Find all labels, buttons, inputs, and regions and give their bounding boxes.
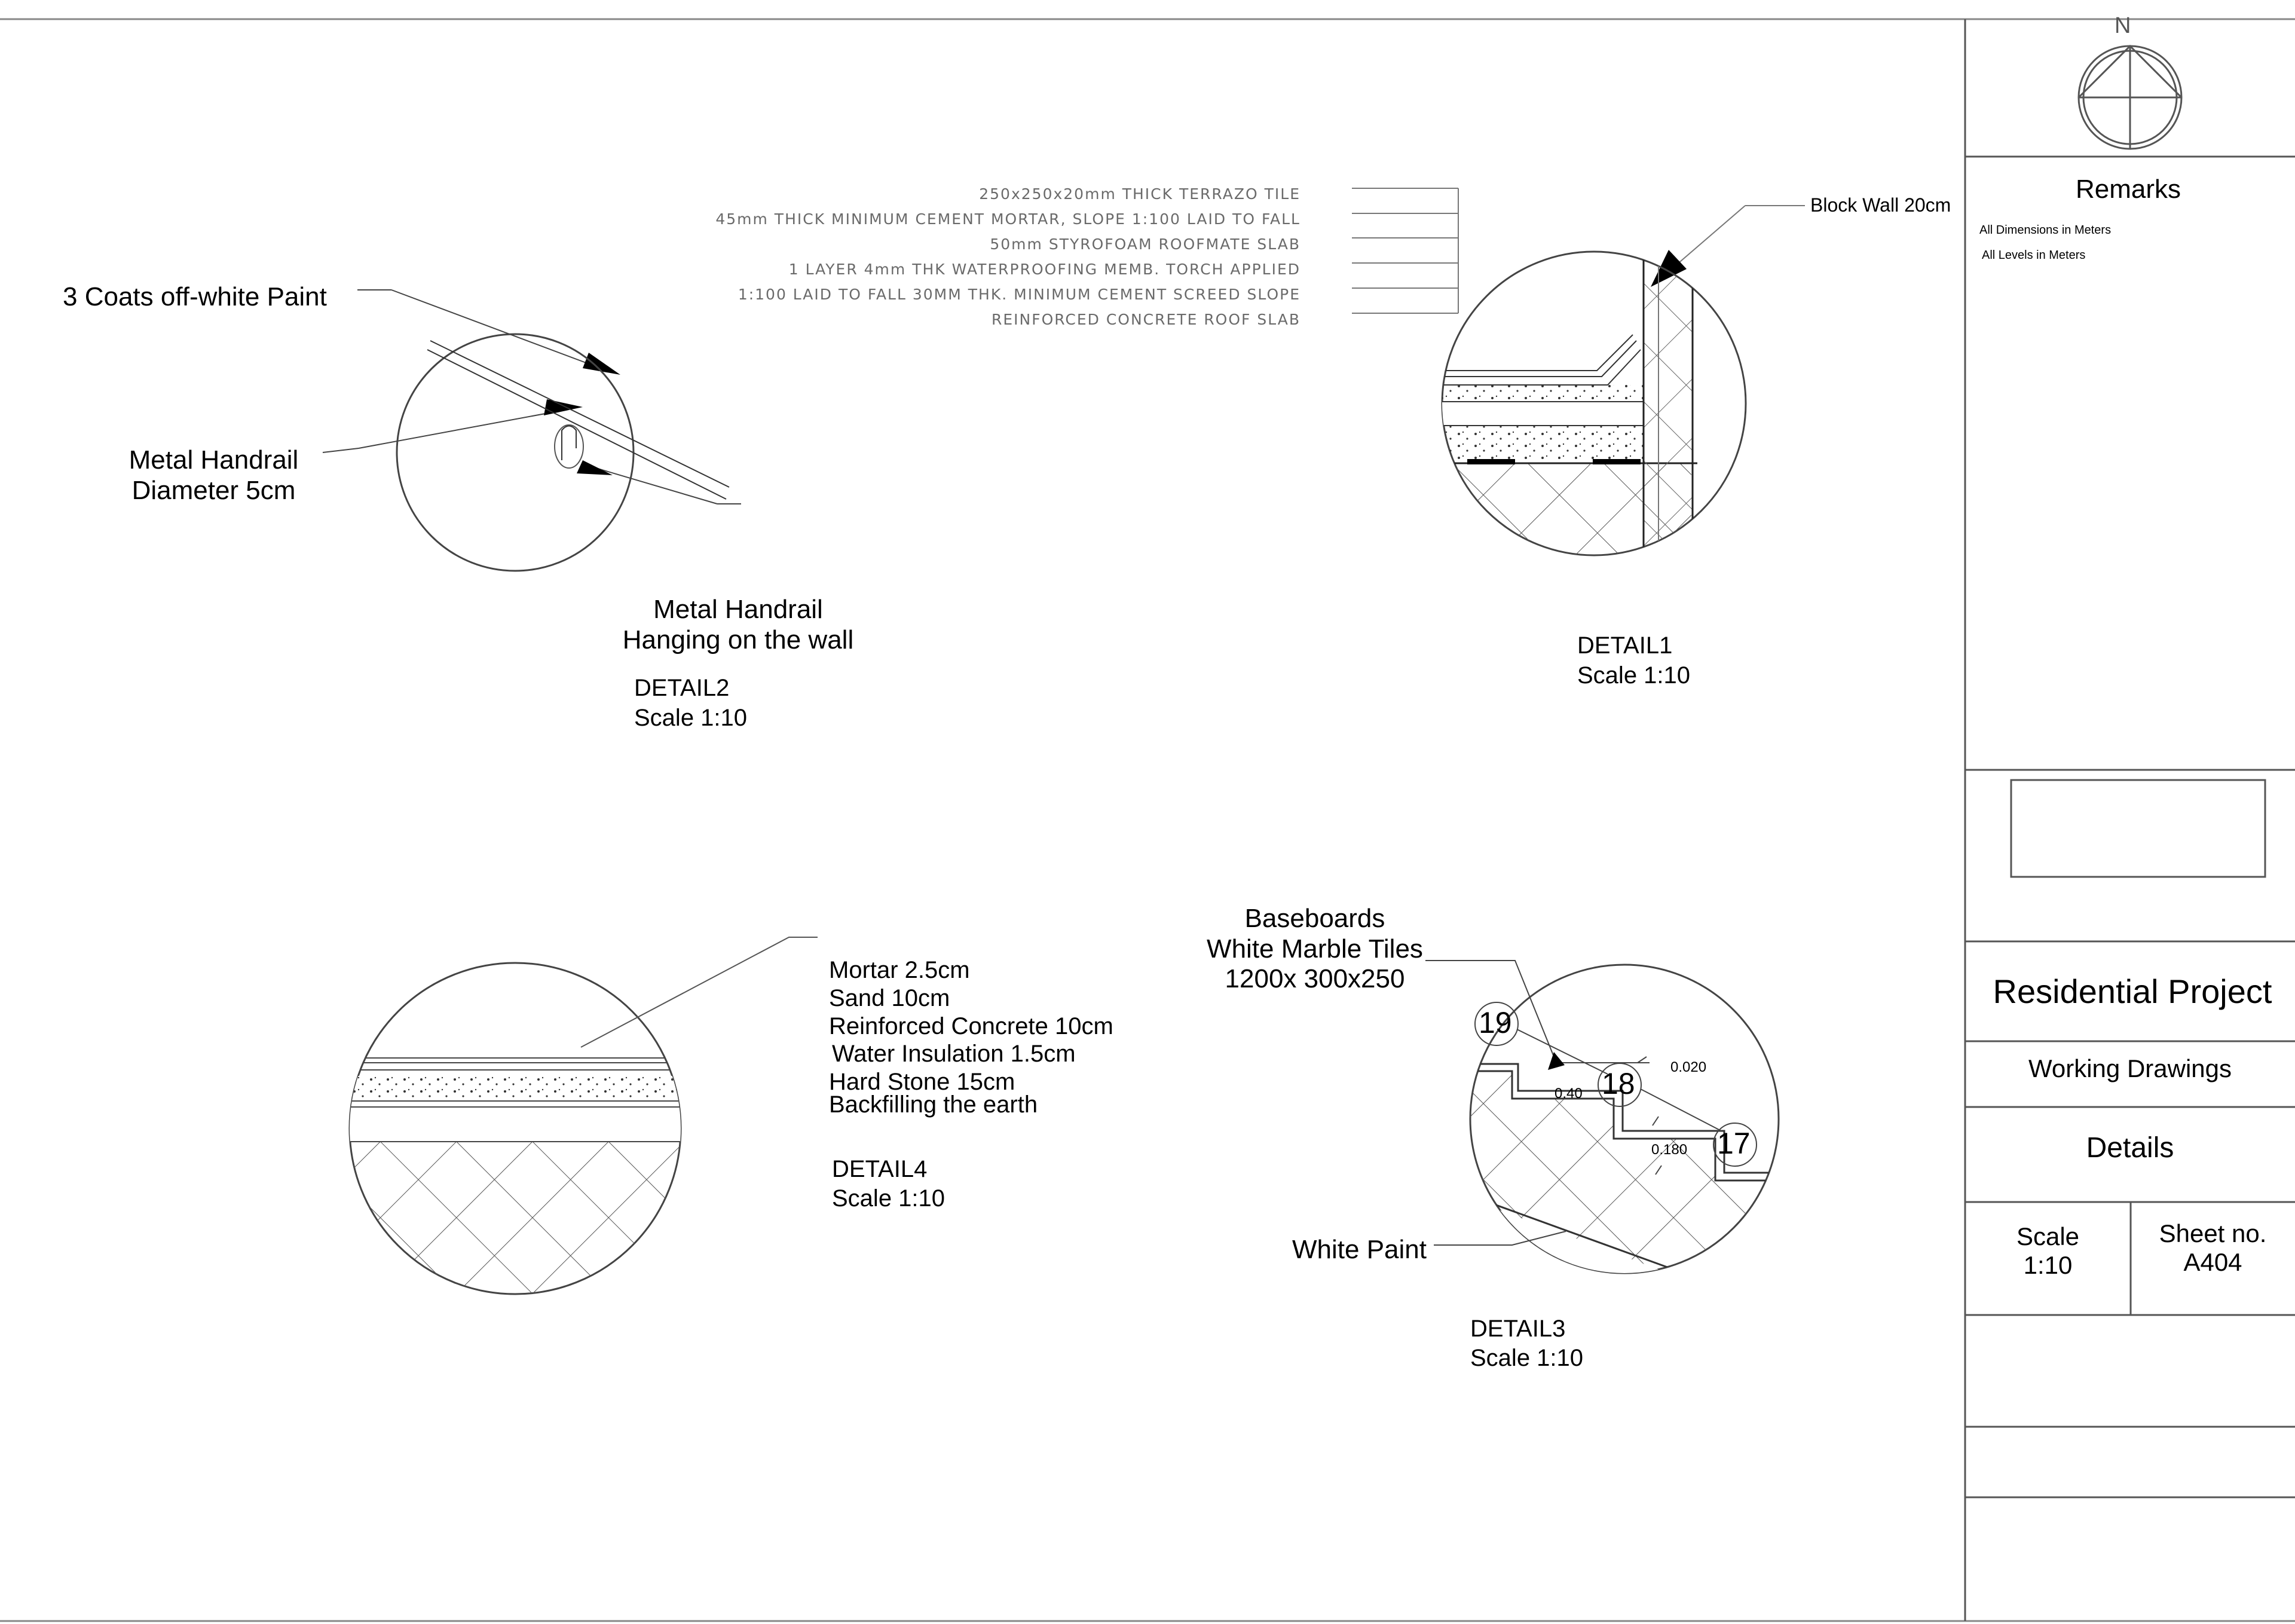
detail1-section	[1434, 239, 1746, 565]
detail3-baseboard-arrow	[1548, 1052, 1565, 1070]
sheet-cell	[2131, 1219, 2295, 1277]
detail2-caption-line2: Hanging on the wall	[622, 625, 854, 655]
detail2-scale: Scale 1:10	[634, 705, 748, 731]
detail3-dim-tread: 0.40	[1555, 1085, 1583, 1102]
detail2-handrail-label	[96, 445, 332, 506]
detail2-caption	[598, 595, 879, 655]
detail1-title: DETAIL1	[1577, 632, 1673, 659]
remark-dimensions: All Dimensions in Meters	[1979, 224, 2112, 237]
detail2-wall-arrow	[577, 460, 613, 475]
drawing-title: Details	[2086, 1132, 2174, 1164]
detail4-title: DETAIL4	[832, 1156, 928, 1182]
detail1-spec-2: 45mm THICK MINIMUM CEMENT MORTAR, SLOPE 1:100 LAID TO FALL	[715, 210, 1300, 228]
sheet-border	[0, 19, 2295, 1621]
scale-value: 1:10	[2023, 1251, 2073, 1280]
detail3-step-17: 17	[1717, 1127, 1751, 1160]
sheet-label: Sheet no.	[2159, 1219, 2267, 1247]
detail3-scale: Scale 1:10	[1470, 1345, 1584, 1371]
drawing-stage: Working Drawings	[2028, 1054, 2232, 1082]
detail1-spec-3: 50mm STYROFOAM ROOFMATE SLAB	[990, 236, 1300, 253]
detail4-layer-5: Hard Stone 15cm	[829, 1069, 1015, 1095]
detail3-dim-top: 0.020	[1670, 1059, 1707, 1075]
detail4-layer-4: Water Insulation 1.5cm	[832, 1041, 1076, 1067]
scale-cell	[1965, 1222, 2131, 1280]
detail4-layer-3: Reinforced Concrete 10cm	[829, 1013, 1113, 1039]
detail3-paint-label: White Paint	[1292, 1235, 1427, 1264]
detail1-spec-4: 1 LAYER 4mm THK WATERPROOFING MEMB. TORCH APPLIED	[788, 261, 1300, 278]
north-arrow-icon	[2079, 46, 2181, 149]
detail4-scale: Scale 1:10	[832, 1185, 945, 1212]
detail3-heading-line2: White Marble Tiles	[1207, 934, 1423, 964]
detail2-handrail-line2: Diameter 5cm	[131, 475, 296, 505]
detail2-section	[397, 334, 729, 571]
detail3-heading-line3: 1200x 300x250	[1225, 964, 1405, 994]
detail3-heading	[1183, 904, 1446, 995]
detail2-paint-label: 3 Coats off-white Paint	[63, 282, 327, 311]
project-name: Residential Project	[1993, 972, 2272, 1010]
detail2-handrail-line1: Metal Handrail	[128, 445, 299, 475]
remarks-title: Remarks	[2076, 175, 2181, 204]
detail4-layer-1: Mortar 2.5cm	[829, 957, 970, 983]
detail1-leaders	[1352, 188, 1805, 313]
sheet-value: A404	[2183, 1248, 2242, 1277]
detail3-step-19: 19	[1479, 1006, 1512, 1039]
remark-levels: All Levels in Meters	[1982, 249, 2086, 262]
detail3-step-18: 18	[1602, 1067, 1635, 1100]
north-label: N	[2115, 13, 2131, 38]
detail4-layer-2: Sand 10cm	[829, 985, 950, 1011]
detail1-spec-6: REINFORCED CONCRETE ROOF SLAB	[991, 311, 1300, 328]
detail2-leaders	[323, 290, 741, 504]
detail1-wall-label: Block Wall 20cm	[1810, 194, 1951, 216]
detail4-section	[347, 937, 818, 1297]
detail3-dim-rise: 0.180	[1651, 1142, 1688, 1158]
detail2-caption-line1: Metal Handrail	[653, 595, 823, 624]
detail1-spec-1: 250x250x20mm THICK TERRAZO TILE	[979, 185, 1300, 203]
detail4-layer-6: Backfilling the earth	[829, 1091, 1038, 1118]
detail2-title: DETAIL2	[634, 675, 730, 701]
detail3-title: DETAIL3	[1470, 1316, 1566, 1342]
detail1-scale: Scale 1:10	[1577, 662, 1691, 689]
detail1-spec-5: 1:100 LAID TO FALL 30MM THK. MINIMUM CEMENT SCREED SLOPE	[738, 286, 1300, 303]
scale-label: Scale	[2016, 1222, 2080, 1250]
detail3-heading-line1: Baseboards	[1244, 904, 1385, 933]
